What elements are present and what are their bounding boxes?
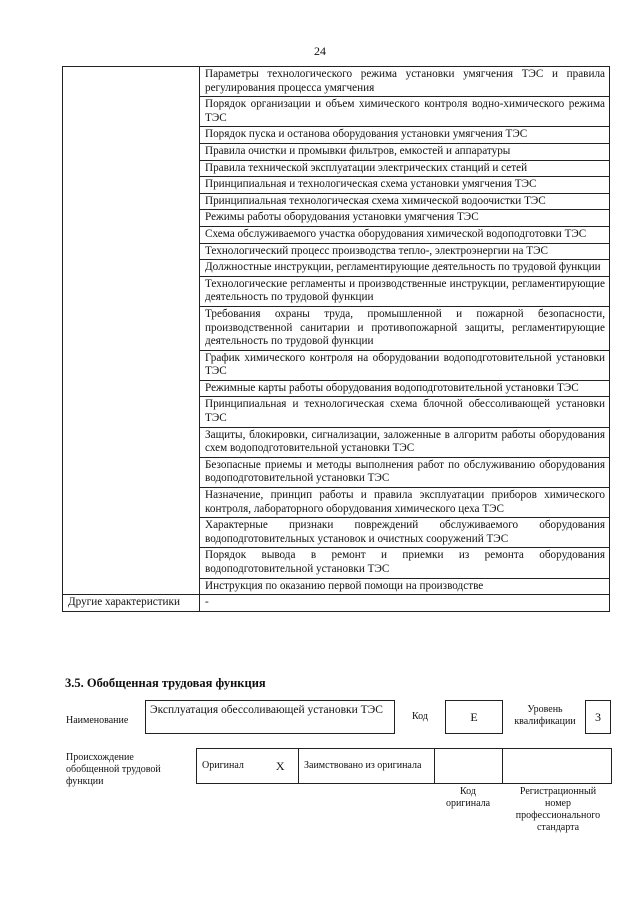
- function-name-box: Эксплуатация обессоливающей установки ТЭС: [145, 700, 395, 734]
- original-label: Оригинал: [197, 749, 263, 784]
- knowledge-item: Правила очистки и промывки фильтров, емкостей и аппаратуры: [200, 143, 610, 160]
- other-characteristics-value: -: [200, 595, 610, 612]
- knowledge-item: Безопасные приемы и методы выполнения работ по обслуживанию оборудования водоподготовительной установки ТЭС: [200, 457, 610, 487]
- knowledge-item: Защиты, блокировки, сигнализации, заложенные в алгоритм работы оборудования схем водоподготовительной установки ТЭС: [200, 427, 610, 457]
- knowledge-item: Технологический процесс производства тепло-, электроэнергии на ТЭС: [200, 243, 610, 260]
- knowledge-item: Принципиальная и технологическая схема блочной обессоливающей установки ТЭС: [200, 397, 610, 427]
- code-box: E: [445, 700, 503, 734]
- origin-table: [196, 748, 612, 784]
- name-label: Наименование: [66, 715, 129, 726]
- knowledge-item: Параметры технологического режима установки умягчения ТЭС и правила регулирования процесса умягчения: [200, 67, 610, 97]
- original-mark: X: [263, 749, 299, 784]
- knowledge-item: Принципиальная технологическая схема химической водоочистки ТЭС: [200, 193, 610, 210]
- knowledge-item: Режимы работы оборудования установки умягчения ТЭС: [200, 210, 610, 227]
- knowledge-item: Должностные инструкции, регламентирующие деятельность по трудовой функции: [200, 260, 610, 277]
- level-label: Уровень квалификации: [514, 704, 576, 727]
- knowledge-item: Порядок организации и объем химического контроля водно-химического режима ТЭС: [200, 97, 610, 127]
- other-characteristics-label: Другие характеристики: [63, 595, 200, 612]
- code-label: Код: [412, 711, 428, 722]
- original-code-cell: [435, 749, 503, 784]
- knowledge-item: Режимные карты работы оборудования водоподготовительной установки ТЭС: [200, 380, 610, 397]
- caption-original-code: Код оригинала: [445, 786, 491, 809]
- knowledge-item: Характерные признаки повреждений обслуживаемого оборудования водоподготовительных установок и очистных сооружений ТЭС: [200, 518, 610, 548]
- borrowed-label: Заимствовано из оригинала: [299, 749, 435, 784]
- knowledge-item: Технологические регламенты и производственные инструкции, регламентирующие деятельность по трудовой функции: [200, 276, 610, 306]
- knowledge-item: Схема обслуживаемого участка оборудования химической водоподготовки ТЭС: [200, 226, 610, 243]
- knowledge-item: Инструкция по оказанию первой помощи на производстве: [200, 578, 610, 595]
- section-title: 3.5. Обобщенная трудовая функция: [65, 676, 266, 690]
- category-cell: [63, 67, 200, 595]
- knowledge-item: График химического контроля на оборудовании водоподготовительной установки ТЭС: [200, 350, 610, 380]
- knowledge-item: Назначение, принцип работы и правила эксплуатации приборов химического контроля, лабораторного оборудования химического цеха ТЭС: [200, 488, 610, 518]
- knowledge-item: Правила технической эксплуатации электрических станций и сетей: [200, 160, 610, 177]
- registration-number-cell: [503, 749, 612, 784]
- level-box: 3: [585, 700, 611, 734]
- page-number: 24: [314, 44, 326, 58]
- knowledge-item: Порядок пуска и останова оборудования установки умягчения ТЭС: [200, 127, 610, 144]
- table-row: [63, 67, 610, 97]
- caption-registration-number: Регистрационный номер профессионального стандарта: [515, 786, 601, 833]
- knowledge-item: Принципиальная и технологическая схема установки умягчения ТЭС: [200, 177, 610, 194]
- origin-label: Происхождение обобщенной трудовой функции: [66, 752, 161, 787]
- knowledge-item: Требования охраны труда, промышленной и пожарной безопасности, производственной санитарии и противопожарной защиты, регламентирующие деятельность по трудовой функции: [200, 306, 610, 350]
- table-row: [63, 595, 610, 612]
- knowledge-table: [62, 66, 610, 612]
- knowledge-item: Порядок вывода в ремонт и приемки из ремонта оборудования водоподготовительной установки ТЭС: [200, 548, 610, 578]
